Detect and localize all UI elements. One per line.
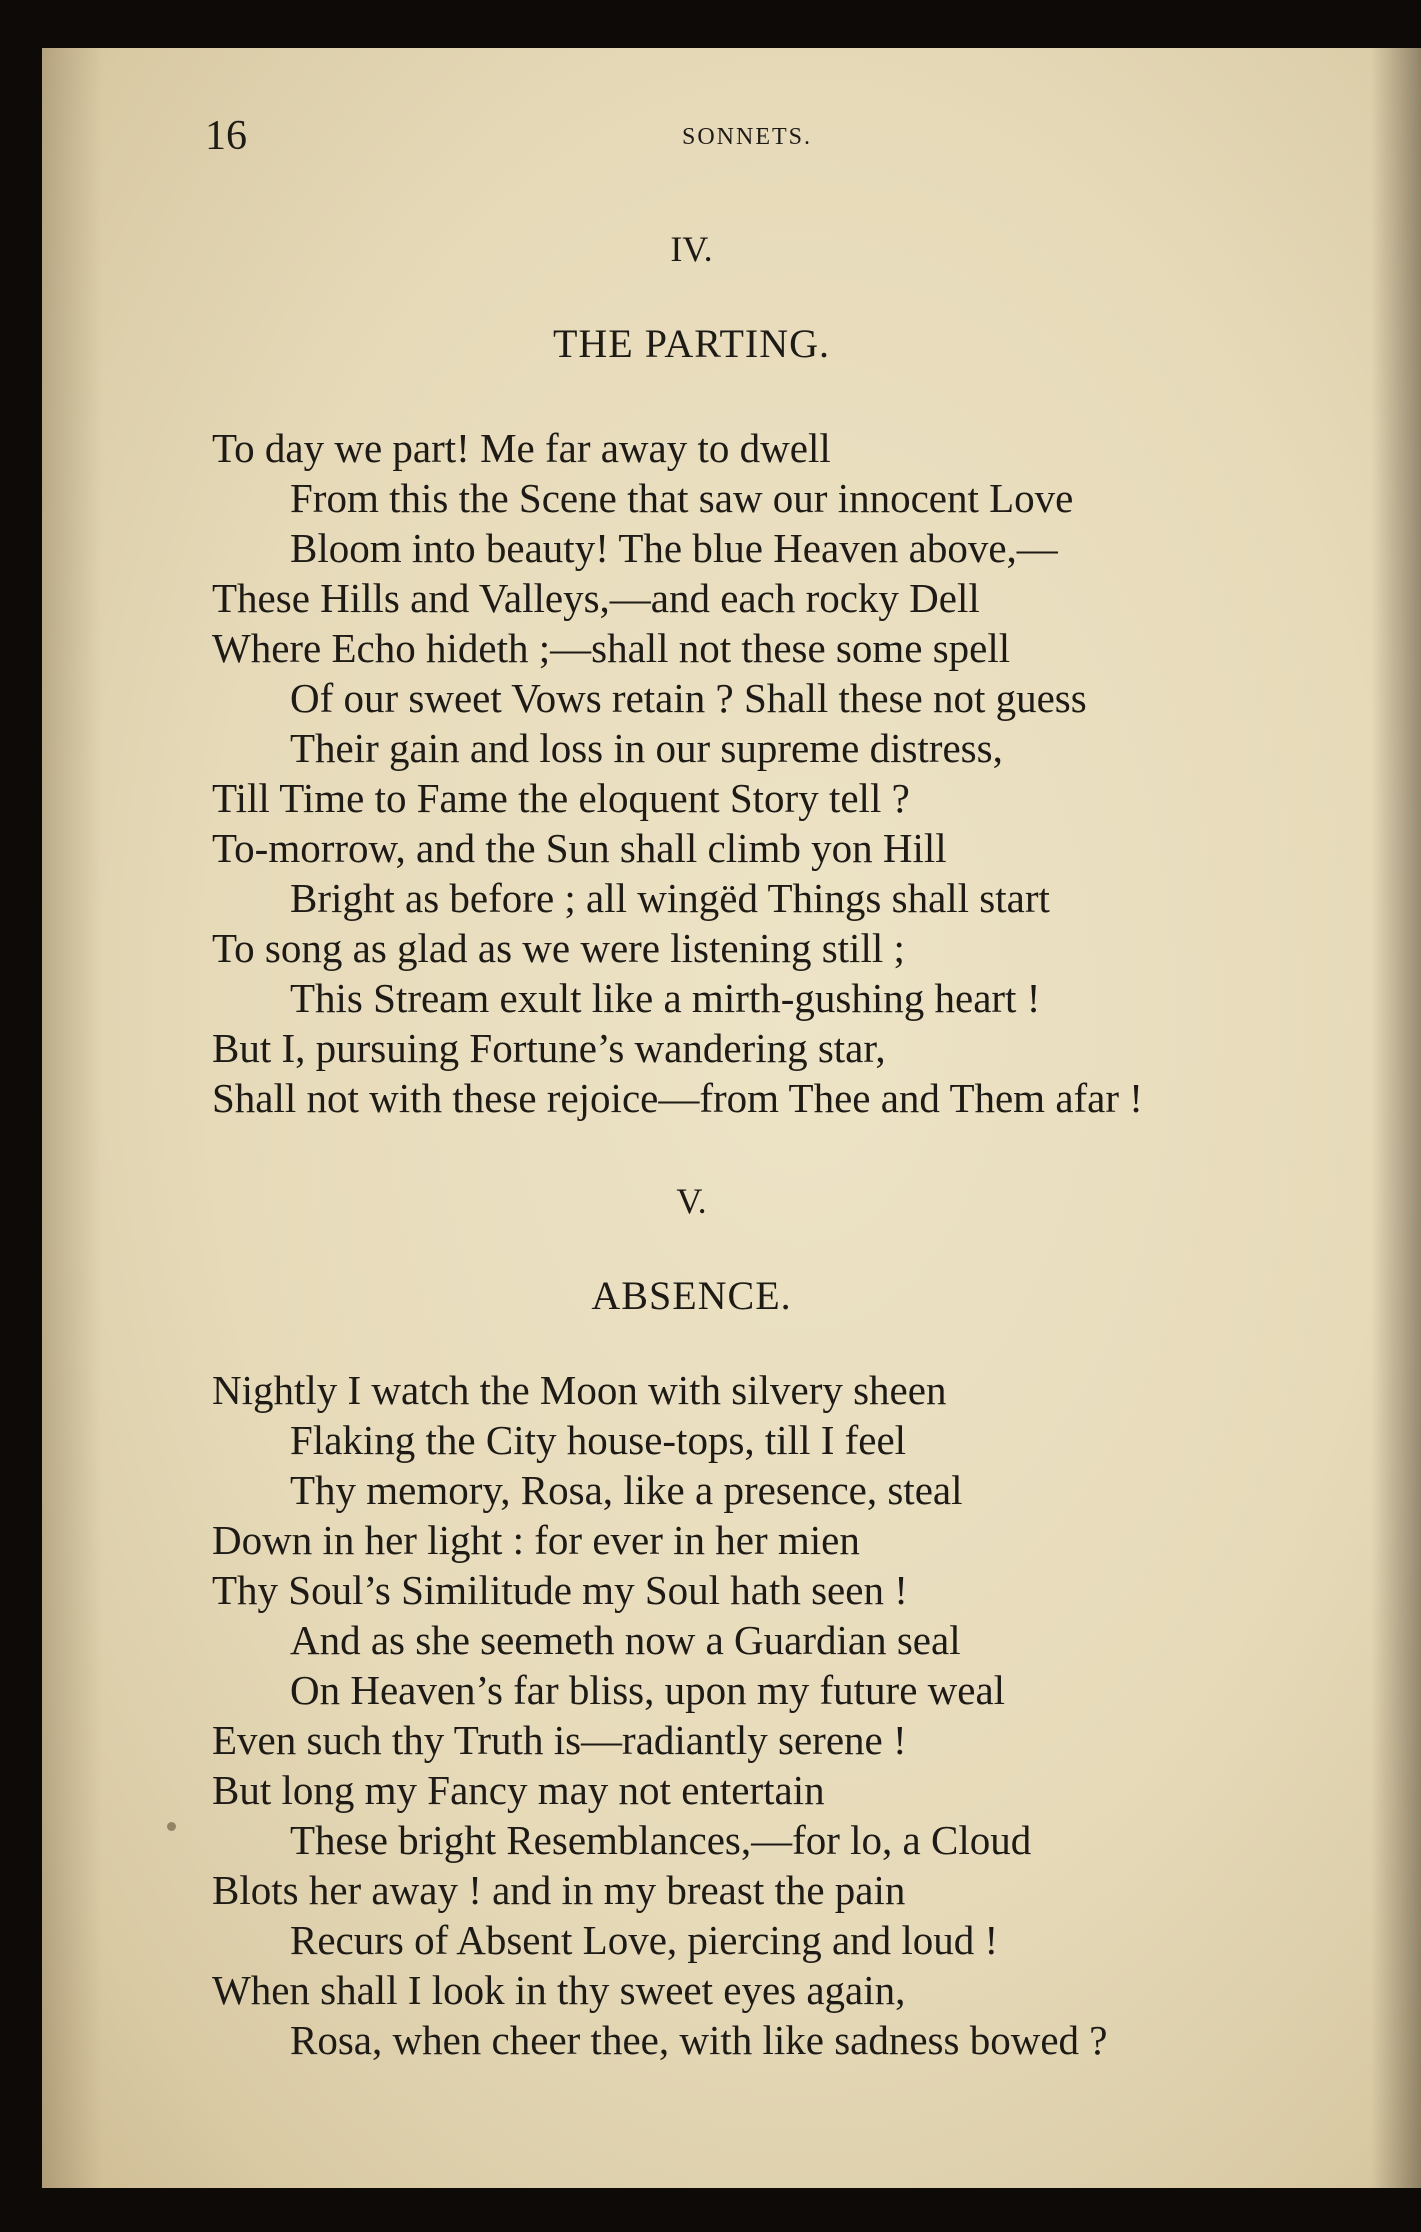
poem-line: These bright Resemblances,—for lo, a Cloud xyxy=(290,1817,1032,1863)
poem-line: Flaking the City house-tops, till I feel xyxy=(290,1417,907,1463)
poem-line: But long my Fancy may not entertain xyxy=(212,1767,825,1813)
page-number: 16 xyxy=(205,113,247,159)
poem-line: Rosa, when cheer thee, with like sadness bowed ? xyxy=(290,2017,1108,2063)
poem-line: This Stream exult like a mirth-gushing heart ! xyxy=(290,975,1041,1021)
poem-line: On Heaven’s far bliss, upon my future weal xyxy=(290,1667,1006,1713)
sonnet-title: THE PARTING. xyxy=(552,321,831,366)
poem-line: To day we part! Me far away to dwell xyxy=(212,425,831,471)
poem-line: Thy memory, Rosa, like a presence, steal xyxy=(290,1467,963,1513)
poem-line: Thy Soul’s Similitude my Soul hath seen ! xyxy=(212,1567,908,1613)
sonnet-title: ABSENCE. xyxy=(591,1273,792,1318)
poem-line: To-morrow, and the Sun shall climb yon Hill xyxy=(212,825,947,871)
sonnet-numeral: V. xyxy=(676,1181,707,1221)
poem-line: When shall I look in thy sweet eyes again, xyxy=(212,1967,906,2013)
poem-line: Down in her light : for ever in her mien xyxy=(212,1517,860,1563)
poem-line: Their gain and loss in our supreme distress, xyxy=(290,725,1003,771)
running-title: SONNETS. xyxy=(682,124,813,150)
poem-line: Where Echo hideth ;—shall not these some spell xyxy=(212,625,1011,671)
poem-line: Bloom into beauty! The blue Heaven above,— xyxy=(290,525,1058,571)
poem-line: And as she seemeth now a Guardian seal xyxy=(290,1617,961,1663)
ink-stain xyxy=(167,1822,176,1831)
poem-line: Nightly I watch the Moon with silvery sheen xyxy=(212,1367,947,1413)
poem-line: Recurs of Absent Love, piercing and loud ! xyxy=(290,1917,999,1963)
poem-line: Shall not with these rejoice—from Thee and Them afar ! xyxy=(212,1075,1143,1121)
poem-line: Blots her away ! and in my breast the pain xyxy=(212,1867,906,1913)
poem-line: These Hills and Valleys,—and each rocky Dell xyxy=(212,575,980,621)
sonnet-body xyxy=(212,423,1143,1123)
poem-line: From this the Scene that saw our innocent Love xyxy=(290,475,1074,521)
sonnet-numeral: IV. xyxy=(670,229,713,269)
poem-line: To song as glad as we were listening still ; xyxy=(212,925,905,971)
poem-line: Of our sweet Vows retain ? Shall these not guess xyxy=(290,675,1087,721)
poem-line: But I, pursuing Fortune’s wandering star, xyxy=(212,1025,886,1071)
poem-line: Even such thy Truth is—radiantly serene ! xyxy=(212,1717,907,1763)
book-page xyxy=(42,48,1421,2188)
poem-line: Bright as before ; all wingëd Things shall start xyxy=(290,875,1050,921)
sonnet-body xyxy=(212,1365,1107,2065)
running-head xyxy=(42,112,1421,162)
poem-line: Till Time to Fame the eloquent Story tell ? xyxy=(212,775,910,821)
